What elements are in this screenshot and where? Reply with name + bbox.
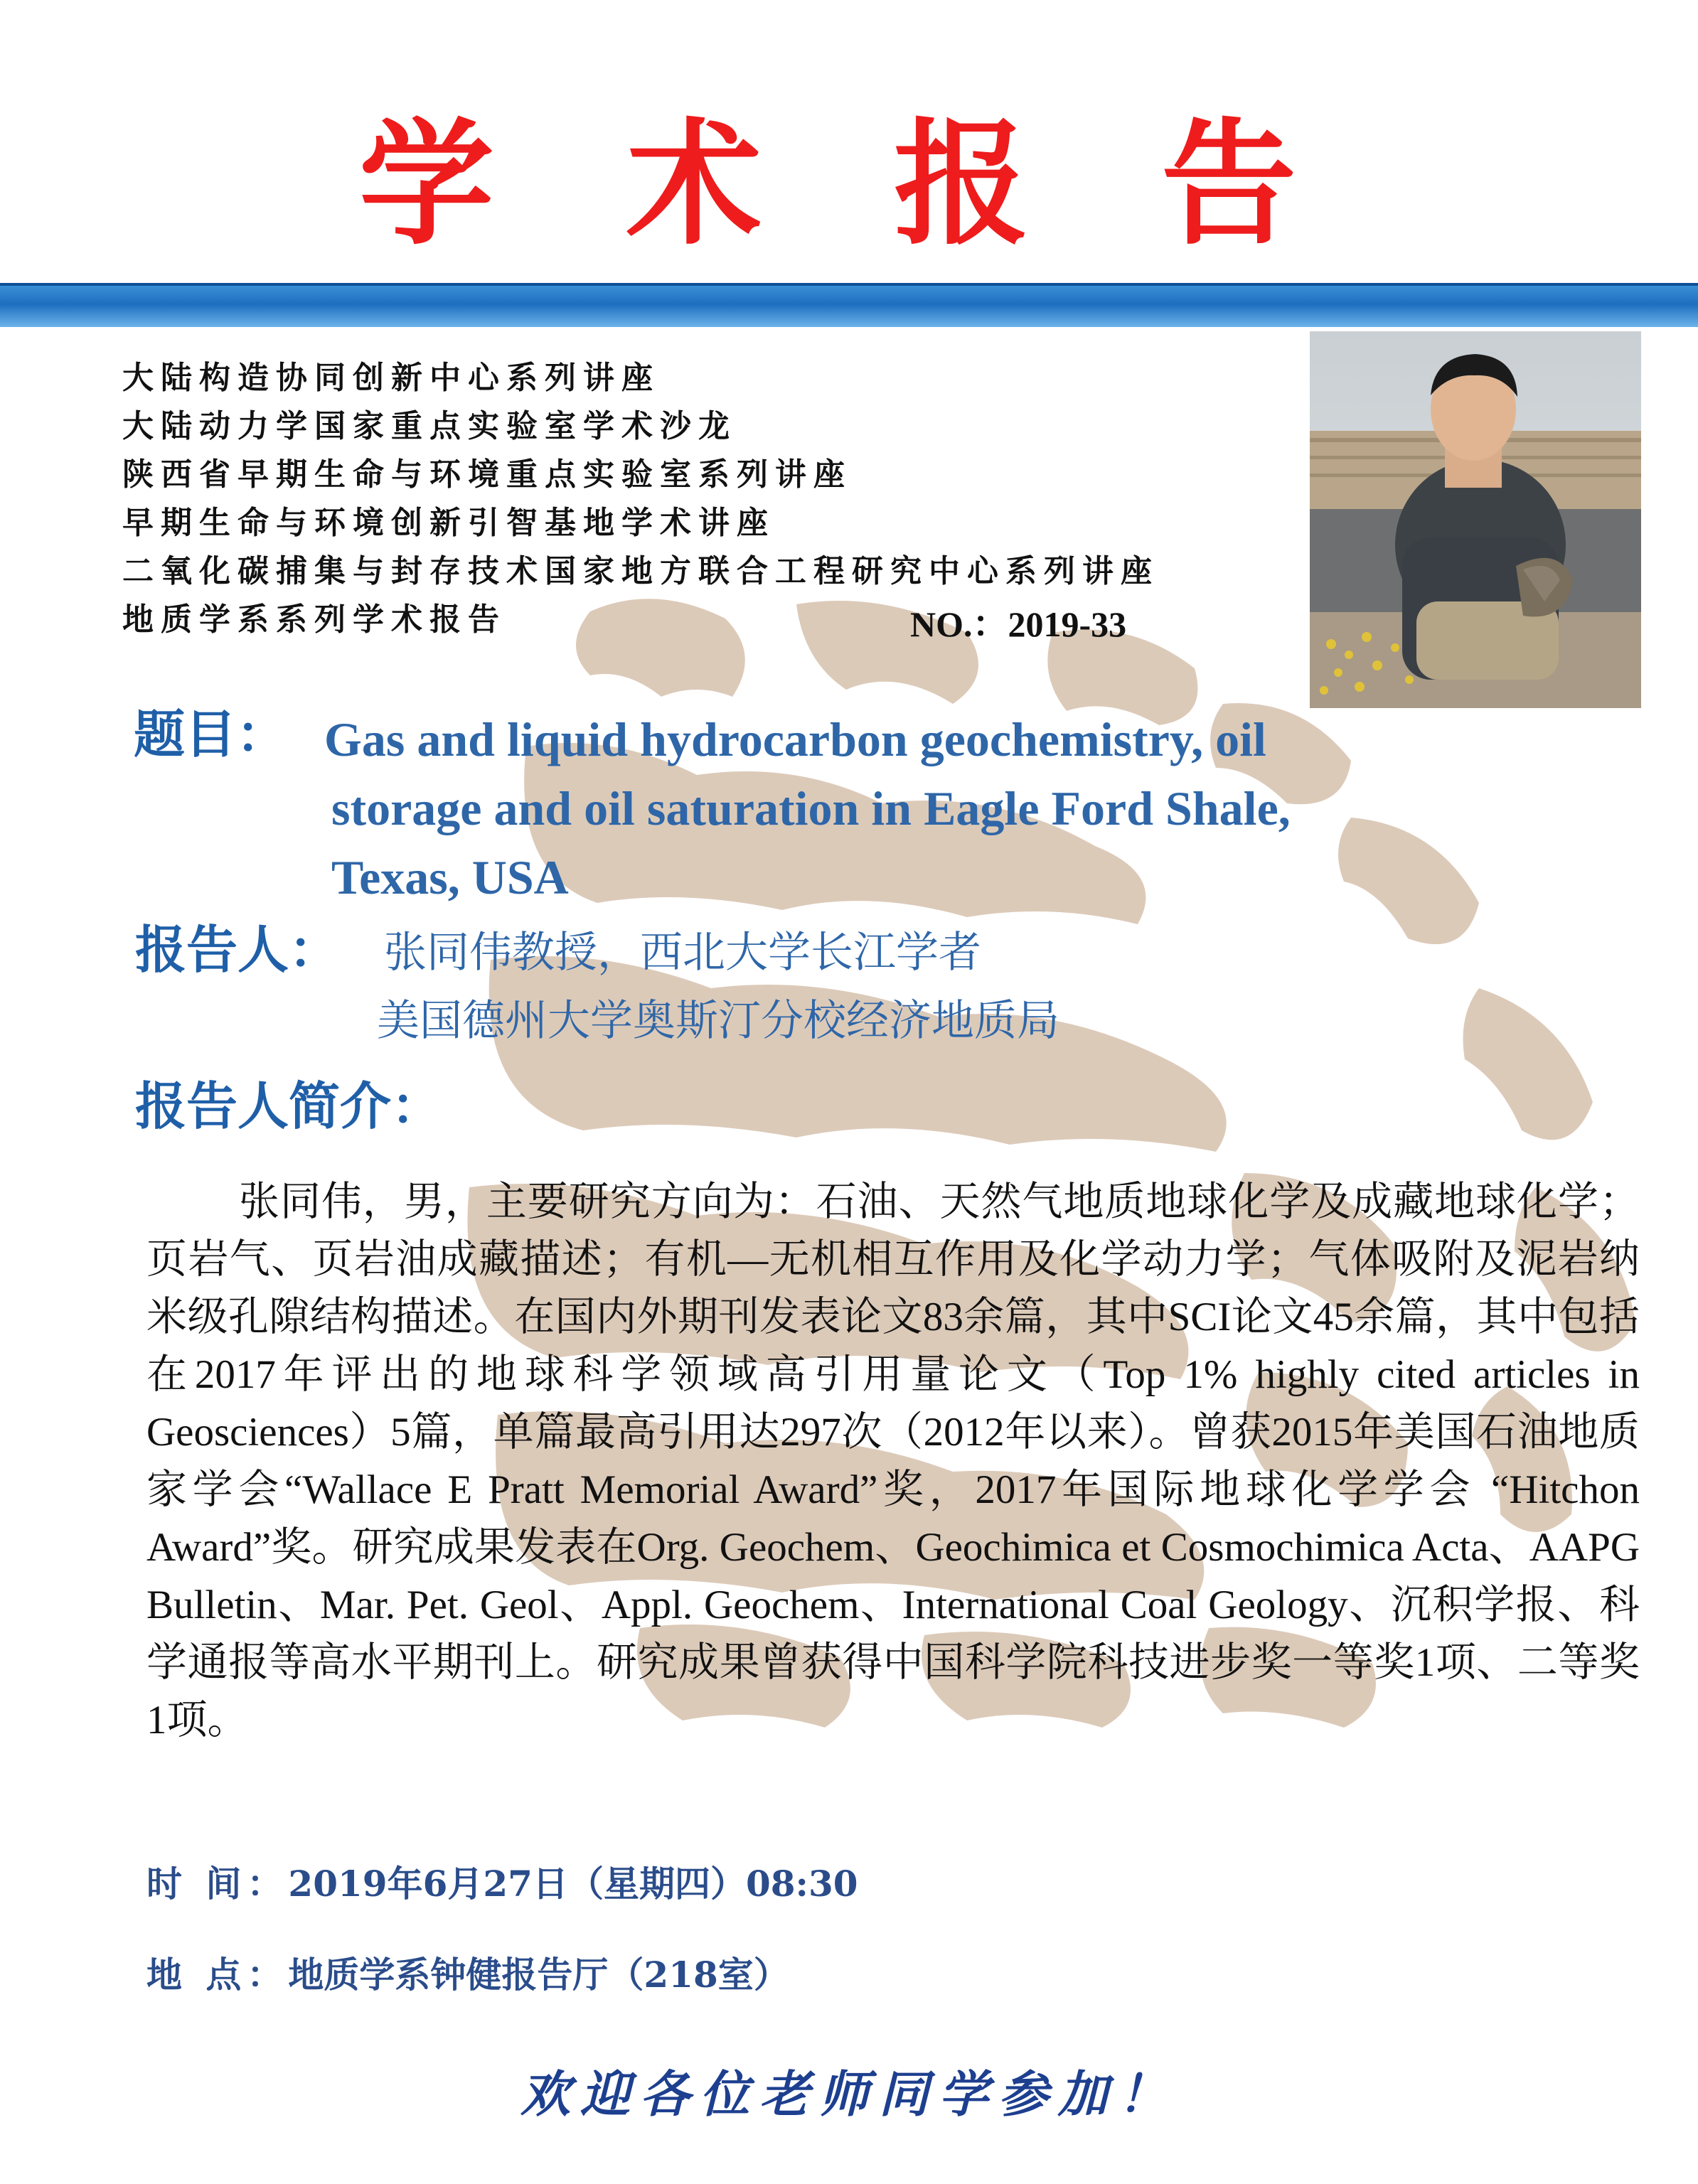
- place-value: 地质学系钟健报告厅（218室）: [288, 1954, 789, 1996]
- topic-label: 题目：: [134, 705, 288, 764]
- speaker-label: 报告人：: [135, 920, 341, 980]
- time-row: [146, 1856, 858, 1907]
- topic-line: Gas and liquid hydrocarbon geochemistry, oil: [324, 712, 1266, 766]
- speaker-line: 美国德州大学奥斯汀分校经济地质局: [377, 996, 1059, 1046]
- speaker-info: [377, 919, 1059, 1055]
- place-row: [146, 1947, 789, 1998]
- poster-title: 学 术 报 告: [358, 106, 1340, 263]
- bio-label: 报告人简介：: [135, 1076, 443, 1136]
- series-line: 大陆动力学国家重点实验室学术沙龙: [122, 408, 737, 444]
- report-number: NO.：2019-33: [910, 604, 1127, 644]
- series-line: 二氧化碳捕集与封存技术国家地方联合工程研究中心系列讲座: [122, 553, 1159, 589]
- series-line: 早期生命与环境创新引智基地学术讲座: [122, 505, 775, 541]
- bio-paragraph: 张同伟，男，主要研究方向为：石油、天然气地质地球化学及成藏地球化学；页岩气、页岩油成藏描述；有机—无机相互作用及化学动力学；气体吸附及泥岩纳米级孔隙结构描述。在国内外期刊发表论文83余篇，其中SCI论文45余篇，其中包括在2017年评出的地球科学领域高引用量论文（Top 1% highly cited articles in Geosciences）5篇，单篇最高引用达297次（2012年以来）。曾获2015年美国石油地质家学会“Wallace E Pratt Memorial Award”奖，2017年国际地球化学学会 “Hitchon Award”奖。研究成果发表在Org. Geochem、Geochimica et Cosmochimica Acta、AAPG Bulletin、Mar. Pet. Geol、Appl. Geochem、International Coal Geology、沉积学报、科学通报等高水平期刊上。研究成果曾获得中国科学院科技进步奖一等奖1项、二等奖1项。: [146, 1179, 1640, 1743]
- series-line: 大陆构造协同创新中心系列讲座: [122, 360, 660, 396]
- time-label: 时 间：: [146, 1863, 289, 1905]
- series-line: 地质学系系列学术报告: [122, 601, 506, 638]
- series-line: 陕西省早期生命与环境重点实验室系列讲座: [122, 456, 852, 493]
- topic-line: Texas, USA: [331, 850, 569, 904]
- place-label: 地 点：: [146, 1954, 289, 1996]
- header-band: [0, 286, 1698, 327]
- topic-line: storage and oil saturation in Eagle Ford Shale,: [331, 781, 1291, 835]
- speaker-photo: [1310, 331, 1641, 708]
- time-value: 2019年6月27日（星期四）08:30: [288, 1863, 858, 1905]
- topic-title: [324, 705, 1547, 912]
- speaker-line: 张同伟教授，西北大学长江学者: [384, 928, 981, 978]
- welcome-message: 欢迎各位老师同学参加！: [520, 2065, 1178, 2124]
